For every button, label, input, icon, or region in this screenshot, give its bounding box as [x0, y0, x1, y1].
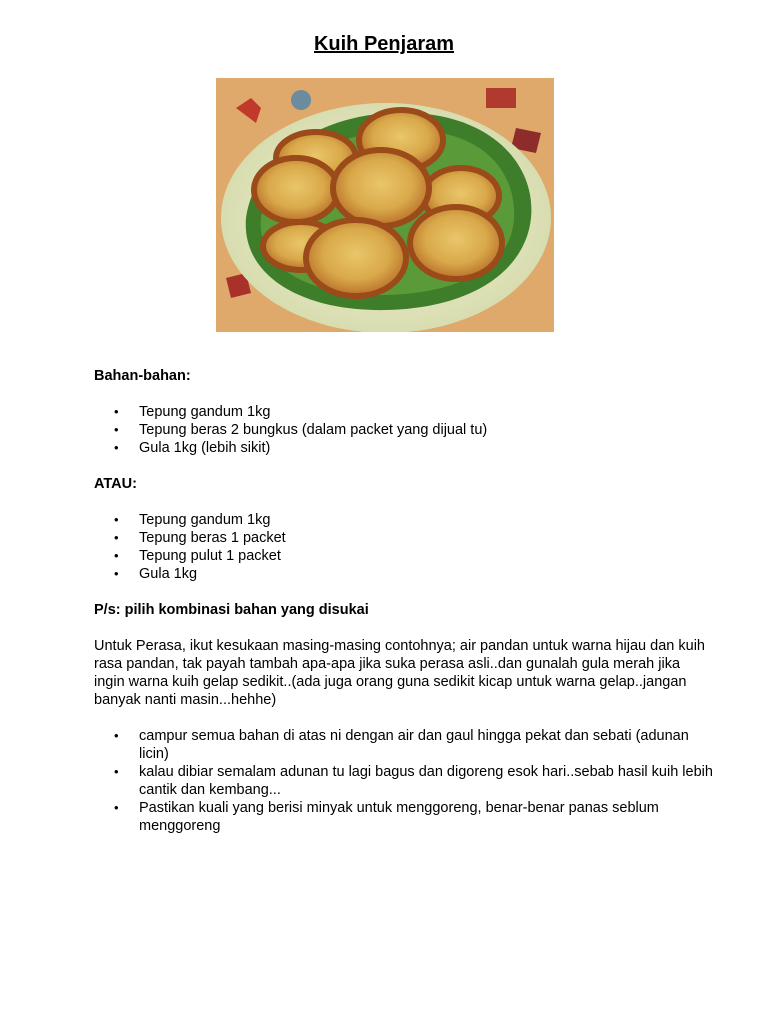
ps-note: P/s: pilih kombinasi bahan yang disukai — [94, 602, 369, 618]
kuih-penjaram-photo — [216, 78, 554, 332]
page-title: Kuih Penjaram — [313, 33, 455, 55]
list-item: • Tepung gandum 1kg — [94, 403, 714, 421]
flavour-paragraph: Untuk Perasa, ikut kesukaan masing-masing contohnya; air pandan untuk warna hijau dan kuih rasa pandan, tak payah tambah apa-apa jika suka perasa asli..dan gunalah gula merah jika ingin warna kuih gelap sedikit..(ada juga orang guna sedikit kicap untuk warna gelap..jangan banyak nanti masin...hehhe) — [94, 638, 705, 708]
list-item: • Gula 1kg — [94, 565, 714, 583]
list-item: • Tepung pulut 1 packet — [94, 547, 714, 565]
list-item: • Pastikan kuali yang berisi minyak untuk menggoreng, benar-benar panas seblum menggoreng — [94, 799, 714, 835]
or-heading: ATAU: — [94, 476, 137, 492]
steps-list — [94, 727, 714, 835]
ingredients-list-a — [94, 403, 714, 457]
list-item: • Tepung beras 1 packet — [94, 529, 714, 547]
ingredients-list-b — [94, 511, 714, 583]
list-item: • campur semua bahan di atas ni dengan air dan gaul hingga pekat dan sebati (adunan licin) — [94, 727, 714, 763]
list-item: • Gula 1kg (lebih sikit) — [94, 439, 714, 457]
list-item: • Tepung beras 2 bungkus (dalam packet yang dijual tu) — [94, 421, 714, 439]
list-item: • Tepung gandum 1kg — [94, 511, 714, 529]
ingredients-heading: Bahan-bahan: — [94, 368, 191, 384]
list-item: • kalau dibiar semalam adunan tu lagi bagus dan digoreng esok hari..sebab hasil kuih lebih cantik dan kembang... — [94, 763, 714, 799]
recipe-body — [94, 367, 714, 835]
